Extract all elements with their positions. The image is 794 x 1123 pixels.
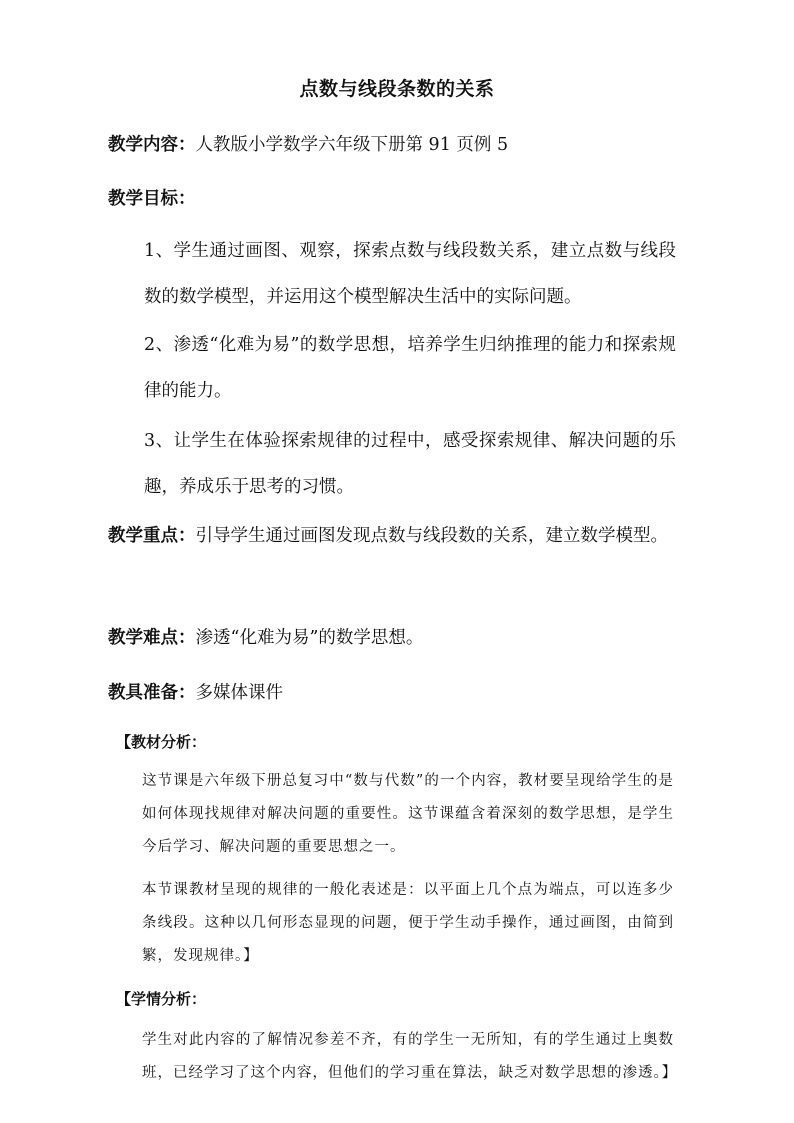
material-analysis-paragraph-2 (108, 874, 674, 973)
document-title: 点数与线段条数的关系 (299, 78, 495, 100)
goal-item-2 (108, 322, 676, 414)
teaching-content (108, 131, 678, 156)
goal-item-1 (108, 228, 676, 320)
difficulty-label: 教学难点： (108, 628, 196, 648)
teaching-goals-label: 教学目标： (108, 189, 196, 209)
student-analysis-heading: 【学情分析： (116, 990, 207, 1008)
teaching-content-text: 人教版小学数学六年级下册第 91 页例 5 (195, 135, 509, 155)
student-analysis-paragraph-1-text: 学生对此内容的了解情况参差不齐，有的学生一无所知，有的学生通过上奥数班，已经学习了这个内容，但他们的学习重在算法，缺乏对数学思想的渗透。】 (142, 1032, 678, 1081)
teaching-tools (108, 679, 678, 704)
key-point-text: 引导学生通过画图发现点数与线段数的关系，建立数学模型。 (195, 526, 668, 546)
goal-item-3-text: 3、让学生在体验探索规律的过程中，感受探索规律、解决问题的乐趣，养成乐于思考的习惯。 (144, 431, 676, 497)
teaching-tools-text: 多媒体课件 (195, 683, 283, 703)
material-analysis-paragraph-1 (108, 765, 674, 864)
student-analysis-paragraph-1 (108, 1024, 678, 1090)
goal-item-1-text: 1、学生通过画图、观察，探索点数与线段数关系，建立点数与线段数的数学模型，并运用这个模型解决生活中的实际问题。 (144, 241, 676, 307)
teaching-content-label: 教学内容： (108, 135, 196, 155)
goal-item-3 (108, 418, 676, 510)
difficulty (108, 624, 678, 649)
material-analysis-heading: 【教材分析： (116, 733, 207, 751)
key-point (108, 513, 676, 559)
difficulty-text: 渗透“化难为易”的数学思想。 (195, 628, 424, 648)
goal-item-2-text: 2、渗透“化难为易”的数学思想，培养学生归纳推理的能力和探索规律的能力。 (144, 335, 676, 401)
material-analysis-paragraph-1-text: 这节课是六年级下册总复习中“数与代数”的一个内容，教材要呈现给学生的是如何体现找规律对解决问题的重要性。这节课蕴含着深刻的数学思想，是学生今后学习、解决问题的重要思想之一。 (142, 773, 674, 855)
key-point-label: 教学重点： (108, 526, 196, 546)
teaching-tools-label: 教具准备： (108, 683, 196, 703)
material-analysis-paragraph-2-text: 本节课教材呈现的规律的一般化表述是：以平面上几个点为端点，可以连多少条线段。这种以几何形态显现的问题，便于学生动手操作，通过画图，由简到繁，发现规律。】 (142, 882, 674, 964)
teaching-goals-heading (108, 185, 678, 210)
